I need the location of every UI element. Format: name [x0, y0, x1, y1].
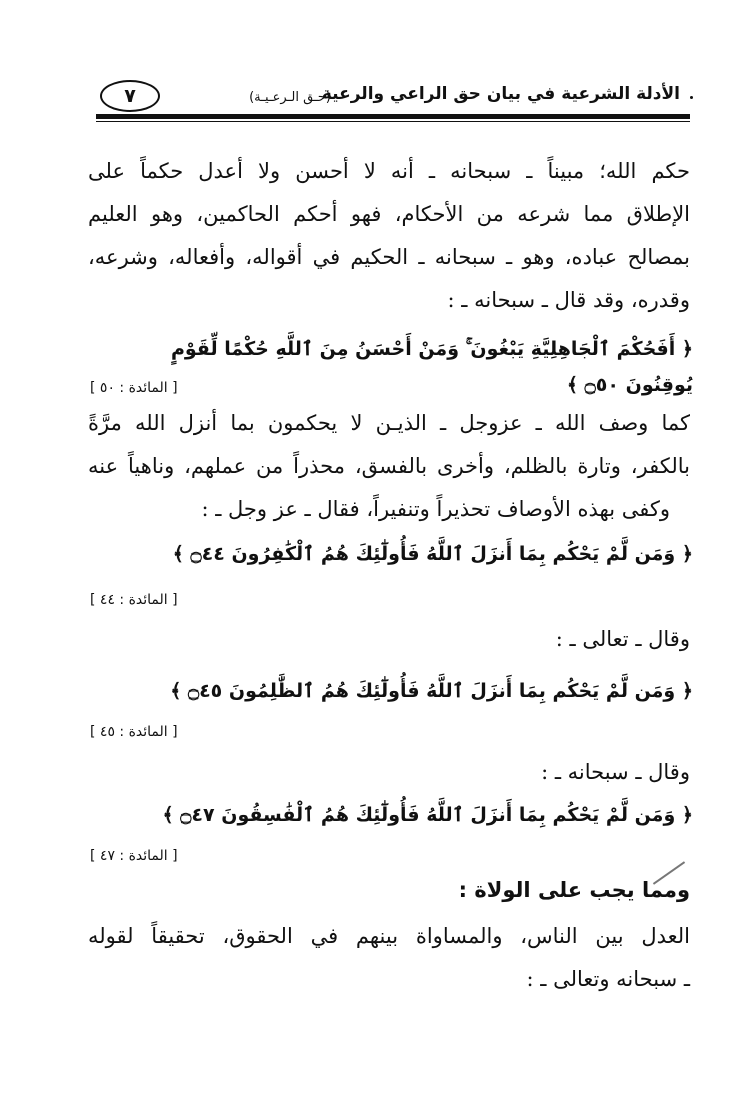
header-dot	[690, 96, 693, 99]
section-heading: ومما يجب على الولاة :	[458, 878, 690, 902]
verse-reference: [ المائدة : ٤٤ ]	[90, 592, 178, 608]
quran-verse: ﴿ وَمَن لَّمْ يَحْكُم بِمَا أَنزَلَ ٱللَّهُ فَأُولَٰٓئِكَ هُمُ ٱلْكَٰفِرُونَ ۝٤٤ ﴾	[172, 543, 693, 565]
quran-verse: ﴿ أَفَحُكْمَ ٱلْجَاهِلِيَّةِ يَبْغُونَ ۚ وَمَنْ أَحْسَنُ مِنَ ٱللَّهِ حُكْمًا لِّقَوْمٍ	[170, 338, 693, 360]
verse-reference: [ المائدة : ٥٠ ]	[90, 380, 178, 396]
quran-verse: ﴿ وَمَن لَّمْ يَحْكُم بِمَا أَنزَلَ ٱللَّهُ فَأُولَٰٓئِكَ هُمُ ٱلظَّٰلِمُونَ ۝٤٥ ﴾	[170, 680, 693, 702]
body-line: وقال ـ تعالى ـ :	[555, 627, 690, 651]
quran-verse: يُوقِنُونَ ۝٥٠ ﴾	[566, 374, 693, 396]
body-line: بالكفر، وتارة بالظلم، وأخرى بالفسق، محذراً من عملهم، وناهياً عنه	[88, 454, 690, 478]
body-line: كما وصف الله ـ عزوجل ـ الذيـن لا يحكمون بما أنزل الله مرَّةً	[88, 411, 690, 435]
verse-reference: [ المائدة : ٤٧ ]	[90, 848, 178, 864]
page-number-text: ٧	[124, 85, 136, 107]
page-number	[100, 80, 160, 112]
body-line: ـ سبحانه وتعالى ـ :	[526, 967, 690, 991]
body-line: وقدره، وقد قال ـ سبحانه ـ :	[447, 288, 690, 312]
header-rule-thin	[96, 121, 690, 122]
body-line: العدل بين الناس، والمساواة بينهم في الحقوق، تحقيقاً لقوله	[88, 924, 690, 948]
body-line: حكم الله؛ مبيناً ـ سبحانه ـ أنه لا أحسن ولا أعدل حكماً على	[88, 159, 690, 183]
verse-reference: [ المائدة : ٤٥ ]	[90, 724, 178, 740]
body-line: الإطلاق مما شرعه من الأحكام، فهو أحكم الحاكمين، وهو العليم	[88, 202, 691, 226]
header-rule-thick	[96, 114, 690, 119]
body-line: وقال ـ سبحانه ـ :	[541, 760, 690, 784]
quran-verse: ﴿ وَمَن لَّمْ يَحْكُم بِمَا أَنزَلَ ٱللَّهُ فَأُولَٰٓئِكَ هُمُ ٱلْفَٰسِقُونَ ۝٤٧ ﴾	[162, 804, 693, 826]
body-line: بمصالح عباده، وهو ـ سبحانه ـ الحكيم في أقواله، وأفعاله، وشرعه،	[88, 245, 690, 269]
chapter-title: (حـق الـرعـيـة)	[249, 90, 331, 105]
body-line: وكفى بهذه الأوصاف تحذيراً وتنفيراً، فقال ـ عز وجل ـ :	[201, 497, 670, 521]
book-title: الأدلة الشرعية في بيان حق الراعي والرعية	[321, 84, 680, 104]
